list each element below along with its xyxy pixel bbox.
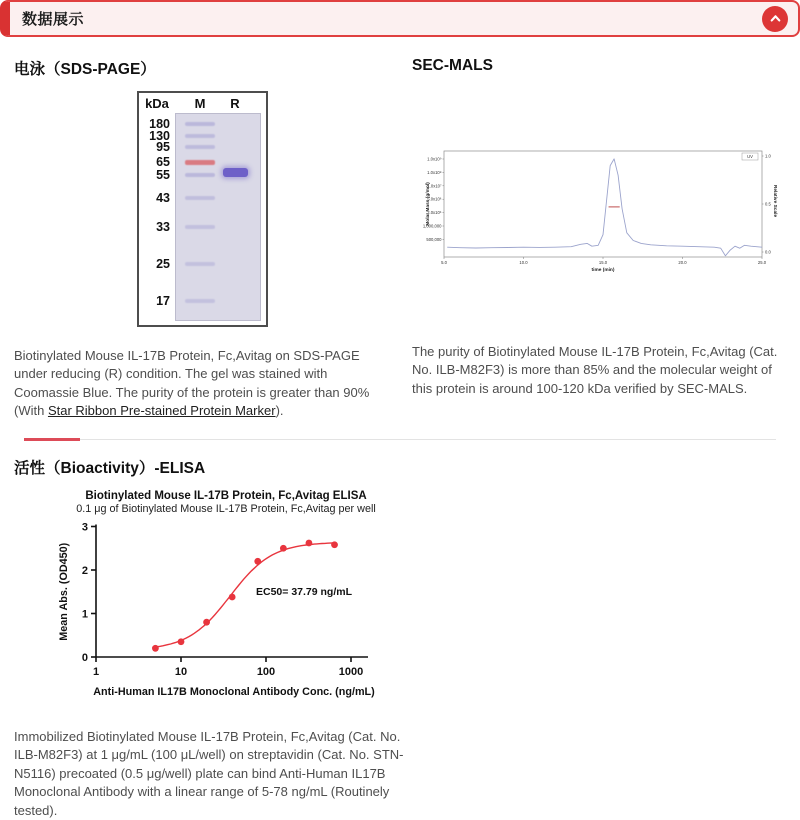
gel-marker-band-25 bbox=[185, 262, 215, 266]
svg-text:15.0: 15.0 bbox=[598, 260, 608, 265]
svg-text:100: 100 bbox=[256, 665, 276, 678]
page-title: 数据展示 bbox=[22, 11, 85, 28]
sec-mals-caption: The purity of Biotinylated Mouse IL-17B Protein, Fc,Avitag (Cat. No. ILB-M82F3) is more than 85% and the molecular weight of this protein is around 100-120 kDa verified by SEC-MALS. bbox=[412, 344, 778, 396]
gel-marker-band-33 bbox=[185, 225, 215, 229]
svg-text:5.0x10⁶: 5.0x10⁶ bbox=[427, 196, 442, 202]
svg-text:5.0: 5.0 bbox=[441, 260, 447, 265]
svg-text:10.0: 10.0 bbox=[519, 260, 528, 265]
elisa-chart bbox=[56, 515, 401, 713]
gel-marker-label-65: 65 bbox=[156, 155, 170, 169]
svg-text:1.0x10⁹: 1.0x10⁹ bbox=[427, 156, 442, 162]
sds-caption-text-2: ). bbox=[275, 403, 284, 419]
protein-marker-link[interactable]: Star Ribbon Pre-stained Protein Marker bbox=[47, 403, 276, 419]
svg-text:10: 10 bbox=[174, 665, 188, 678]
gel-marker-band-65 bbox=[185, 160, 215, 165]
sds-page-caption bbox=[14, 347, 388, 421]
svg-text:1000: 1000 bbox=[338, 665, 364, 678]
gel-marker-band-55 bbox=[185, 173, 215, 177]
sds-caption-text-1: Biotinylated Mouse IL-17B Protein, Fc,Avitag on SDS-PAGE under reducing (R) condition. The gel was stained with Coomassie Blue. The purity of the protein is greater than 90% (With bbox=[14, 348, 370, 419]
elisa-chart-title: Biotinylated Mouse IL-17B Protein, Fc,Avitag ELISA bbox=[85, 489, 367, 502]
sec-mals-chart bbox=[422, 111, 778, 283]
sds-page-heading: 电泳（SDS-PAGE） bbox=[14, 61, 156, 78]
sds-page-figure bbox=[14, 87, 388, 339]
collapse-button[interactable] bbox=[762, 6, 788, 32]
gel-marker-label-95: 95 bbox=[156, 140, 170, 154]
content-area bbox=[0, 37, 800, 820]
chevron-up-icon bbox=[769, 12, 782, 25]
svg-text:0.5: 0.5 bbox=[765, 201, 771, 207]
svg-text:Relative Scale: Relative Scale bbox=[772, 184, 777, 218]
sec-mals-heading: SEC-MALS bbox=[412, 57, 493, 74]
elisa-caption: Immobilized Biotinylated Mouse IL-17B Protein, Fc,Avitag (Cat. No. ILB-M82F3) at 1 μg/mL (100 μL/well) on streptavidin (Cat. No. STN-N5116) precoated (0.5 μg/well) plate can bind Anti-Human IL17B Monoclonal Antibody with a linear range of 5-78 ng/mL (Routinely tested). bbox=[14, 728, 404, 818]
divider-accent-bar bbox=[24, 438, 80, 441]
svg-text:1.0x10⁷: 1.0x10⁷ bbox=[427, 183, 442, 189]
svg-text:0: 0 bbox=[81, 651, 88, 664]
gel-sample-band-r bbox=[223, 168, 248, 177]
svg-text:Anti-Human IL17B Monoclonal An: Anti-Human IL17B Monoclonal Antibody Conc. (ng/mL) bbox=[93, 685, 375, 698]
elisa-chart-subtitle: 0.1 μg of Biotinylated Mouse IL-17B Protein, Fc,Avitag per well bbox=[76, 502, 376, 515]
gel-unit-label: kDa bbox=[145, 96, 169, 111]
gel-marker-band-130 bbox=[185, 134, 215, 138]
gel-marker-band-17 bbox=[185, 299, 215, 303]
gel-marker-label-180: 180 bbox=[149, 117, 170, 131]
svg-text:1.0: 1.0 bbox=[765, 153, 771, 159]
svg-text:1: 1 bbox=[92, 665, 100, 678]
data-display-accordion-header[interactable] bbox=[0, 0, 800, 37]
gel-lane-m-label: M bbox=[194, 96, 206, 111]
gel-marker-label-33: 33 bbox=[156, 220, 170, 234]
section-sec-mals bbox=[412, 41, 786, 421]
gel-lane-r-label: R bbox=[230, 96, 240, 111]
section-elisa bbox=[14, 456, 786, 820]
svg-text:UV: UV bbox=[747, 154, 753, 159]
gel-marker-label-25: 25 bbox=[156, 257, 170, 271]
elisa-heading: 活性（Bioactivity）-ELISA bbox=[14, 459, 206, 477]
svg-text:time (min): time (min) bbox=[591, 268, 615, 273]
svg-text:Mean Abs. (OD450): Mean Abs. (OD450) bbox=[58, 542, 70, 641]
ec50-annotation: EC50= 37.79 ng/mL bbox=[256, 585, 353, 598]
top-row bbox=[14, 41, 786, 421]
svg-text:2.0x10⁶: 2.0x10⁶ bbox=[427, 210, 442, 216]
section-divider bbox=[24, 439, 776, 440]
gel-marker-label-55: 55 bbox=[156, 168, 170, 182]
gel-marker-band-43 bbox=[185, 196, 215, 200]
sds-gel-image bbox=[137, 91, 268, 327]
svg-text:1,000,000: 1,000,000 bbox=[422, 223, 442, 229]
elisa-figure bbox=[56, 490, 786, 718]
section-sds-page bbox=[14, 41, 388, 421]
svg-text:1.0x10⁸: 1.0x10⁸ bbox=[427, 169, 442, 175]
svg-text:20.0: 20.0 bbox=[678, 260, 687, 265]
gel-marker-band-95 bbox=[185, 145, 215, 149]
sec-mals-figure bbox=[412, 83, 786, 335]
gel-marker-label-43: 43 bbox=[156, 191, 170, 205]
svg-text:Molar Mass (g/mol): Molar Mass (g/mol) bbox=[426, 182, 431, 226]
svg-text:500,000: 500,000 bbox=[426, 236, 442, 242]
gel-marker-label-17: 17 bbox=[156, 294, 170, 308]
svg-text:1: 1 bbox=[81, 608, 88, 621]
svg-text:25.0: 25.0 bbox=[757, 260, 767, 265]
svg-text:3: 3 bbox=[81, 521, 88, 534]
gel-marker-band-180 bbox=[185, 122, 215, 126]
svg-text:0.0: 0.0 bbox=[765, 249, 771, 255]
svg-text:2: 2 bbox=[81, 564, 88, 577]
gel-marker-label-130: 130 bbox=[149, 129, 170, 143]
